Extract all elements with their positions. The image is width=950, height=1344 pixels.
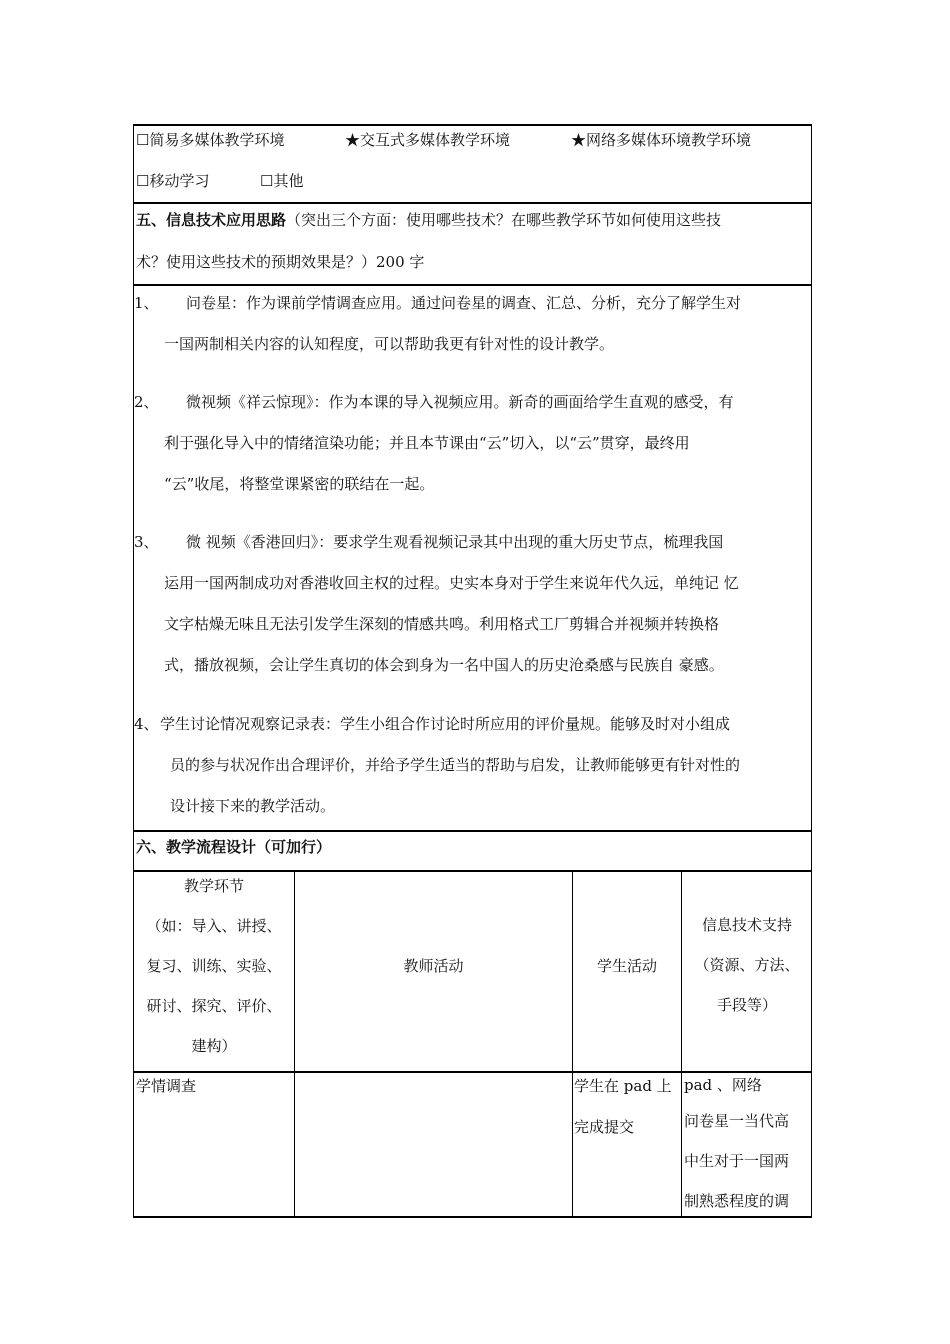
item-line: 式，播放视频，会让学生真切的体会到身为一名中国人的历史沧桑感与民族自 豪感。 xyxy=(164,656,724,674)
header-line: （如：导入、讲授、 xyxy=(146,917,282,935)
item-line: 运用一国两制成功对香港收回主权的过程。史实本身对于学生来说年代久远，单纯记 忆 xyxy=(164,574,739,592)
item-number: 4、 xyxy=(134,715,159,733)
env-option-network: ★网络多媒体环境教学环境 xyxy=(571,131,752,149)
header-line: （资源、方法、 xyxy=(694,956,800,974)
item-line: 利于强化导入中的情绪渲染功能；并且本节课由“云”切入，以“云”贯穿，最终用 xyxy=(164,434,690,452)
item-line: 一国两制相关内容的认知程度，可以帮助我更有针对性的设计教学。 xyxy=(164,335,615,353)
header-student-activity: 学生活动 xyxy=(596,957,657,975)
header-line: 手段等） xyxy=(716,996,777,1014)
env-option-mobile: ☐移动学习 xyxy=(136,172,210,190)
header-teaching-stage xyxy=(134,866,294,1066)
section6-title: 六、教学流程设计（可加行） xyxy=(136,838,332,856)
column-divider xyxy=(572,870,573,1217)
cell-line: 完成提交 xyxy=(574,1118,635,1136)
column-divider xyxy=(294,870,295,1217)
divider xyxy=(133,202,812,204)
header-line: 建构） xyxy=(191,1037,237,1055)
item-number: 2、 xyxy=(134,393,159,411)
item-line: 学生讨论情况观察记录表：学生小组合作讨论时所应用的评价量规。能够及时对小组成 xyxy=(160,715,731,733)
table-top-border xyxy=(133,124,812,126)
cell-line: pad 、网络 xyxy=(684,1076,762,1094)
item-line: 微 视频《香港回归》：要求学生观看视频记录其中出现的重大历史节点，梳理我国 xyxy=(186,533,724,551)
item-number: 3、 xyxy=(134,533,159,551)
env-option-simple: ☐简易多媒体教学环境 xyxy=(136,131,285,149)
item-line: “云”收尾，将整堂课紧密的联结在一起。 xyxy=(164,475,435,493)
item-line: 微视频《祥云惊现》：作为本课的导入视频应用。新奇的画面给学生直观的感受，有 xyxy=(186,393,734,411)
divider xyxy=(133,284,812,286)
env-option-interactive: ★交互式多媒体教学环境 xyxy=(345,131,511,149)
item-number: 1、 xyxy=(134,294,159,312)
header-line: 信息技术支持 xyxy=(701,916,792,934)
header-line: 复习、训练、实验、 xyxy=(146,957,282,975)
cell-line: 学生在 pad 上 xyxy=(574,1077,672,1095)
item-line: 问卷星：作为课前学情调查应用。通过问卷星的调查、汇总、分析，充分了解学生对 xyxy=(186,294,742,312)
row-student-activity xyxy=(574,1066,672,1148)
header-line: 教学环节 xyxy=(183,877,244,895)
row-stage: 学情调查 xyxy=(136,1077,197,1095)
header-line: 研讨、探究、评价、 xyxy=(146,997,282,1015)
section5-title: 五、信息技术应用思路 xyxy=(136,211,287,229)
section5-desc-2: 术？使用这些技术的预期效果是？）200 字 xyxy=(136,253,425,271)
env-option-other: ☐其他 xyxy=(260,172,304,190)
cell-line: 中生对于一国两 xyxy=(684,1152,790,1170)
header-it-support xyxy=(682,905,812,1025)
cell-line: 制熟悉程度的调 xyxy=(684,1192,790,1210)
item-line: 文字枯燥无味且无法引发学生深刻的情感共鸣。利用格式工厂剪辑合并视频并转换格 xyxy=(164,615,720,633)
cell-line: 问卷星一当代高 xyxy=(684,1112,790,1130)
item-line: 员的参与状况作出合理评价，并给予学生适当的帮助与启发，让教师能够更有针对性的 xyxy=(170,756,741,774)
section5-heading xyxy=(136,210,721,230)
table-bottom-border xyxy=(133,1216,812,1218)
section5-desc-1: （突出三个方面：使用哪些技术？在哪些教学环节如何使用这些技 xyxy=(286,211,722,229)
table-right-border xyxy=(811,124,812,1217)
header-teacher-activity: 教师活动 xyxy=(403,957,464,975)
item-line: 设计接下来的教学活动。 xyxy=(170,797,336,815)
divider xyxy=(133,830,812,832)
row-it-support xyxy=(684,1066,789,1220)
